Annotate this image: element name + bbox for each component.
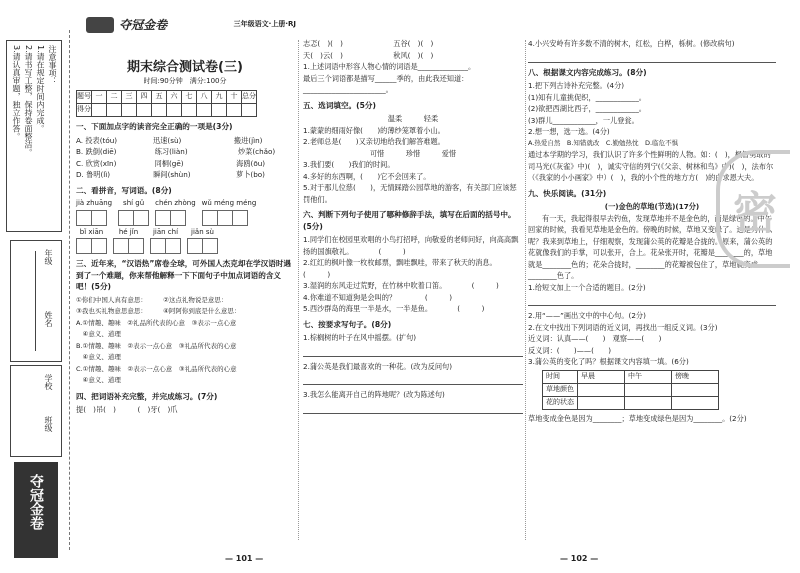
pinyin-item — [118, 198, 149, 226]
poem-line: (2)欲把西湖比西子，____________。 — [528, 104, 646, 113]
pinyin-text: wǔ méng méng — [201, 199, 257, 207]
q1-option: C. 欣赏(xīn) 同桐(gē) 海鸥(ōu) — [76, 158, 266, 168]
score-cell[interactable] — [197, 104, 212, 117]
page-number-right: — 102 — — [560, 554, 599, 563]
name-underline — [35, 251, 36, 351]
q7-title: 七、按要求写句子。(8分) — [303, 319, 392, 329]
reading-question: 2.在文中找出下列词语的近义词，再找出一组反义词。(3分) — [528, 322, 718, 332]
secret-stamp: 密 — [716, 150, 790, 268]
q3-line: B.①情趣、趣味 ②表示一点心意 ③礼品所代表的心意 — [76, 341, 237, 350]
brand-name: 夺冠金卷 — [119, 18, 168, 32]
class-label: 班级 — [44, 416, 53, 432]
q8-sub: 2.想一想，选一选。(4分) — [528, 127, 610, 136]
score-header-cell: 十 — [227, 91, 242, 104]
q3-title: 三、近年来，“汉语热”席卷全球，可外国人杰克却在学汉语时遇到了一个难题，你来帮他解释一下下面句子中加点词语的含义吧！(5分) — [76, 259, 292, 291]
char-grid[interactable] — [150, 238, 181, 254]
score-cell[interactable] — [137, 104, 152, 117]
table-row-label: 草地颜色 — [543, 383, 578, 396]
table-cell[interactable] — [625, 383, 672, 396]
q4-line: 提( )吊( ) ( )牙( )爪 — [76, 405, 178, 414]
score-cell[interactable] — [167, 104, 182, 117]
reading-question: 2.用“——”画出文中的中心句。(2分) — [528, 311, 646, 320]
q1-option: B. 跌倒(diē) 练习(liàn) 炒菜(chǎo) — [76, 147, 276, 156]
synonym-line: 近义词：认真——( ) 观察——( ) — [528, 334, 662, 343]
q3-line: ③我也买礼物意思意思： ④阿阿你到底是什么意思： — [76, 307, 241, 315]
grade-label: 年级 — [44, 249, 53, 265]
q6-line: 2.红红的枫叶像一枚枚邮票，飘哇飘哇，带来了秋天的消息。 ( ) — [303, 258, 508, 279]
pinyin-text: jiān chí — [152, 227, 179, 236]
score-cell[interactable] — [242, 104, 257, 117]
table-header: 早晨 — [578, 370, 625, 383]
reading-title: (一)金色的草地(节选)(17分) — [604, 202, 700, 211]
q4-sub: 最后三个词语都是描写______季的，由此我还知道：_______________________。 — [303, 73, 469, 94]
q8-options: A.热爱自然 B.知错就改 C.勤勉热忱 D.临危不惧 — [528, 138, 679, 147]
header — [86, 14, 296, 34]
page-number-left: — 101 — — [225, 554, 264, 563]
q3-line: ④意义、道理 — [76, 376, 121, 384]
pinyin-item — [150, 227, 181, 255]
q4-sub: 1.上述词语中形容人物心情的词语是______________。 — [303, 62, 476, 71]
brand-logo-text: 夺冠金卷 — [28, 474, 44, 530]
q7-line: 4.小兴安岭有许多数不清的树木，红松，白桦，栎树。(修改病句) — [528, 39, 735, 48]
score-cell[interactable] — [212, 104, 227, 117]
answer-line[interactable] — [528, 52, 776, 63]
score-header-cell: 二 — [107, 91, 122, 104]
q6-line: 4.你难道不知道狗是会叫的？ ( ) — [303, 292, 453, 302]
instruction-line: 1.请在规定时间内完成。 — [36, 45, 45, 133]
pinyin-text: chén zhòng — [155, 199, 196, 207]
q4-title: 四、把词语补充完整，并完成练习。(7分) — [76, 391, 218, 401]
answer-line[interactable] — [303, 346, 523, 357]
instructions-box — [6, 40, 62, 232]
brand-icon — [86, 17, 114, 33]
score-header-cell: 六 — [167, 91, 182, 104]
q6-line: 5.西沙群岛的海里一半是水，一半是鱼。 ( ) — [303, 304, 485, 313]
column-2 — [303, 38, 523, 418]
q5-line: 2.老师总是( )又亲切地给我们解答难题。 — [303, 137, 445, 146]
binding-strip — [0, 0, 70, 573]
pinyin-text: bǐ xiān — [79, 227, 104, 236]
score-header-cell: 四 — [137, 91, 152, 104]
change-table — [542, 370, 719, 410]
q8-title: 八、根据课文内容完成练习。(8分) — [528, 67, 647, 77]
column-divider — [525, 40, 526, 540]
reading-question: 3.蒲公英的变化了吗？根据课文内容填一填。(6分) — [528, 357, 689, 366]
q8-sub: 1.把下列古诗补充完整。(4分) — [528, 81, 625, 90]
char-grid[interactable] — [202, 210, 257, 226]
pinyin-row — [76, 198, 294, 226]
score-header-cell: 一 — [92, 91, 107, 104]
q3-line: C.①情趣、趣味 ②表示一点心意 ③礼品所代表的心意 — [76, 364, 237, 373]
grade-label: 三年级语文·上册·RJ — [233, 20, 296, 28]
char-grid[interactable] — [187, 238, 218, 254]
table-header: 中午 — [625, 370, 672, 383]
q5-line: 3.我们要( )我们的时间。 — [303, 160, 395, 169]
q6-line: 1.同学们在校园里欢唱的小鸟打招呼，向敬爱的老师问好，向高高飘扬的国旗敬礼。 ( ) — [303, 235, 519, 256]
q5-options: 温柔 轻柔 — [387, 114, 439, 123]
pinyin-item — [113, 227, 144, 255]
school-box — [10, 365, 62, 457]
pinyin-row — [76, 227, 294, 255]
antonym-line: 反义词：( )——( ) — [528, 345, 612, 355]
poem-line: (3)群儿____________，一儿登瓮。 — [528, 115, 639, 125]
word-fill-line: 志忑( )( ) 五谷( )( ) — [303, 39, 434, 48]
score-row-label: 得分 — [77, 104, 92, 117]
instruction-line: 2.请书写工整，保持卷面整洁。 — [24, 45, 33, 157]
q7-line: 1.棕榈树的叶子在风中摇摆。(扩句) — [303, 333, 417, 342]
char-grid[interactable] — [113, 238, 144, 254]
name-box — [10, 240, 62, 362]
instruction-line: 3.请认真审题，独立作答。 — [12, 45, 21, 141]
q5-options: 可惜 珍惜 爱惜 — [369, 148, 457, 158]
column-divider — [298, 40, 299, 540]
q8-text: 通过本学期的学习，我们认识了许多个性鲜明的人物。如：( )，枫智勇敢的司马光(《灰雀》中)( )，诚实守信的列宁(《父亲、树林和鸟》中)( )，法布尔（《我家的小小画家》中）( )，我的小个性的地方方( )的白求恩大夫。 — [528, 150, 774, 182]
table-row-label: 花的状态 — [543, 396, 578, 409]
char-grid[interactable] — [118, 210, 149, 226]
pinyin-text: hé jǐn — [118, 227, 139, 236]
reading-question: 1.给短文加上一个合适的题目。(2分) — [528, 282, 646, 292]
poem-line: (1)知有儿童挑促织，____________。 — [528, 92, 646, 102]
table-cell[interactable] — [625, 396, 672, 409]
char-grid[interactable] — [76, 238, 107, 254]
score-header-cell: 七 — [182, 91, 197, 104]
table-header: 傍晚 — [672, 370, 719, 383]
q9-title: 九、快乐阅读。(31分) — [528, 188, 607, 198]
answer-line[interactable] — [303, 374, 523, 385]
q5-line: 5.对于那儿位慈( )，无情踩踏公园草地的游客，有关部门应该惩罚他们。 — [303, 183, 517, 204]
q2-title: 二、看拼音，写词语。(8分) — [76, 185, 172, 195]
pinyin-text: jià zhuāng — [76, 199, 113, 207]
q7-line: 2.蒲公英是我们最喜欢的一种花。(改为反问句) — [303, 361, 453, 371]
exam-info: 时间:90分钟 满分:100分 — [143, 76, 227, 85]
pinyin-text: shí gǔ — [123, 199, 145, 207]
reading-passage: 有一天，我起得很早去钓鱼，发现草地并不是金色的，而是绿色的。中午回家的时候，我看见草地是金色的。傍晚的时候，草地又变绿了。这是为什么呢？我来到草地上，仔细观察，发现蒲公英的花瓣是合拢的。原来，蒲公英的花就像我们的手掌，可以张开，合上。花朵张开时，花瓣是________的，草地就是________色的；花朵合拢时，________的花瓣被包住了，草地就变成________色了。 — [528, 213, 773, 280]
table-cell[interactable] — [672, 383, 719, 396]
score-cell[interactable] — [92, 104, 107, 117]
q3-line: ④意义、道理 — [76, 330, 121, 338]
q3-line: ①你们中国人真有意思： ②这点礼物说是意思： — [76, 295, 228, 304]
word-fill-line: 天( )云( ) 秋风( )( ) — [303, 50, 434, 60]
answer-line[interactable] — [528, 295, 776, 306]
name-label: 姓名 — [44, 311, 53, 327]
pinyin-item — [187, 227, 218, 255]
q5-title: 五、选词填空。(5分) — [303, 100, 376, 110]
q3-line: A.①情趣、趣味 ②礼品所代表的心意 ③表示一点心意 — [76, 318, 237, 327]
score-cell[interactable] — [227, 104, 242, 117]
q1-option: A. 投表(tóu) 迅速(sù) 搬进(jìn) — [76, 135, 263, 145]
pinyin-text: jiǎn sù — [191, 227, 214, 236]
score-header-cell: 八 — [197, 91, 212, 104]
score-cell[interactable] — [152, 104, 167, 117]
score-table — [76, 90, 257, 117]
table-header: 时间 — [543, 370, 578, 383]
q6-line: 3.湿润的东风走过荒野，在竹林中吹着口笛。 ( ) — [303, 281, 499, 290]
school-label: 学校 — [44, 374, 53, 390]
table-cell[interactable] — [578, 396, 625, 409]
score-header-cell: 九 — [212, 91, 227, 104]
score-header-cell: 三 — [122, 91, 137, 104]
char-grid[interactable] — [76, 210, 112, 226]
score-header-cell: 题号 — [77, 91, 92, 104]
q1-option: D. 鲁明(lì) 瞬间(shùn) 萝卜(bo) — [76, 170, 265, 179]
instructions-text: 注意事项： — [48, 45, 57, 85]
score-header-cell: 五 — [152, 91, 167, 104]
q3-line: ④意义、道理 — [76, 353, 121, 361]
q5-line: 1.蒙蒙的细雨好像( )的薄纱笼罩着小山。 — [303, 125, 445, 135]
q5-line: 4.多好的东西啊，( )它不会回来了。 — [303, 171, 431, 181]
score-cell[interactable] — [107, 104, 122, 117]
column-1 — [76, 38, 294, 416]
q6-title: 六、判断下列句子使用了哪种修辞手法，填写在后面的括号中。(5分) — [303, 210, 516, 231]
score-cell[interactable] — [182, 104, 197, 117]
pinyin-item — [155, 198, 196, 226]
table-cell[interactable] — [672, 396, 719, 409]
q7-line: 3.我怎么能离开自己的阵地呢？(改为陈述句) — [303, 390, 445, 399]
char-grid[interactable] — [155, 210, 196, 226]
pinyin-item — [202, 198, 257, 226]
reading-question: 草地变成金色是因为________；草地变成绿色是因为________。(2分) — [528, 413, 747, 423]
q1-title: 一、下面加点字的读音完全正确的一项是(3分) — [76, 122, 233, 131]
pinyin-item — [76, 227, 107, 255]
binding-line — [69, 30, 70, 550]
answer-line[interactable] — [303, 403, 523, 414]
score-header-cell: 总分 — [242, 91, 257, 104]
score-cell[interactable] — [122, 104, 137, 117]
pinyin-item — [76, 198, 112, 226]
page-title: 期末综合测试卷(三) — [127, 60, 243, 75]
brand-block — [14, 462, 58, 558]
table-cell[interactable] — [578, 383, 625, 396]
